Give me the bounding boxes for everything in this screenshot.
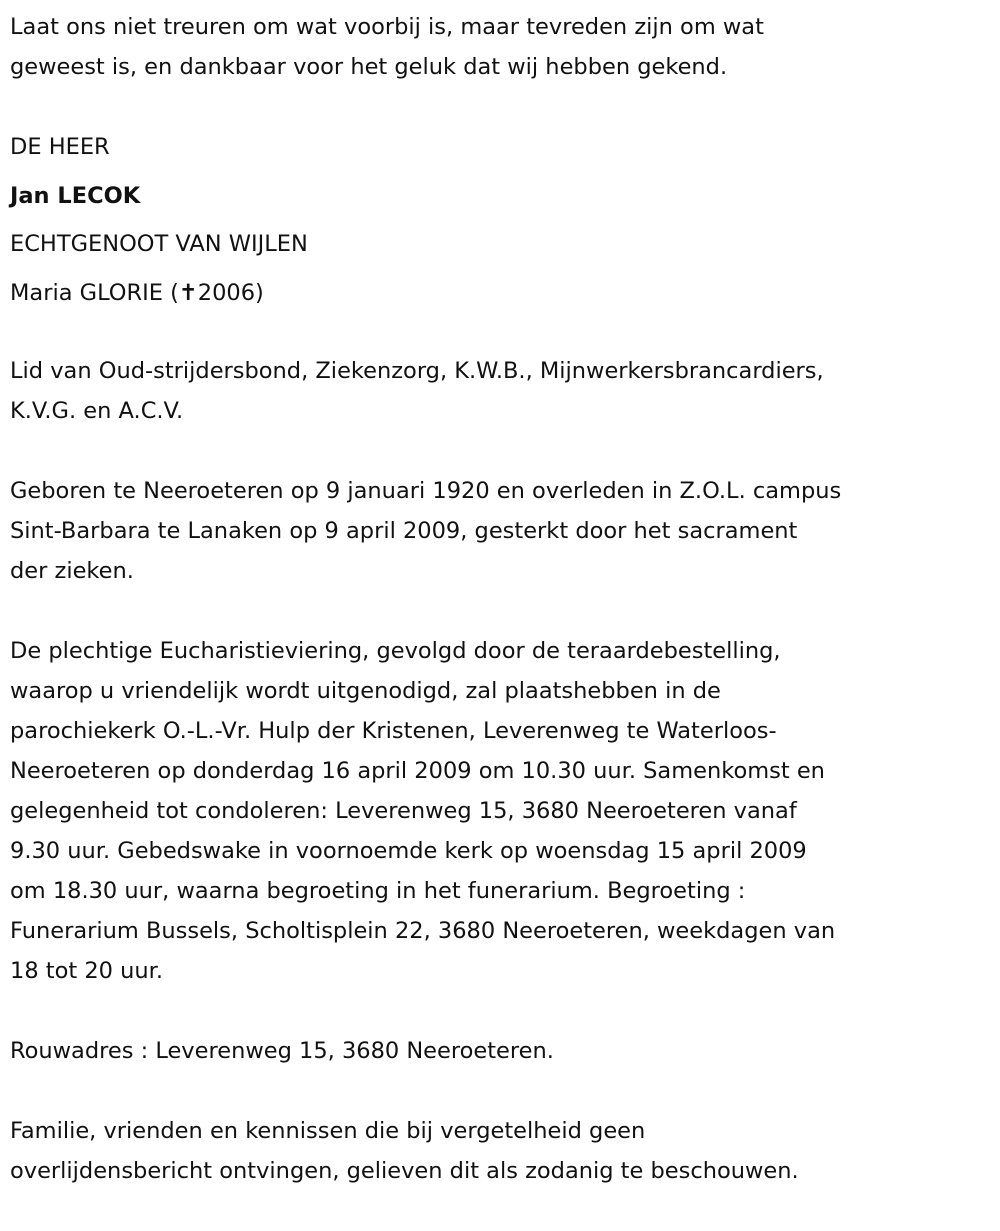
address-paragraph [10, 1031, 1000, 1071]
text-line: K.V.G. en A.C.V. [10, 398, 184, 424]
spouse-name: Maria GLORIE (✝2006) [10, 279, 264, 306]
obituary-document [10, 7, 1000, 1231]
text-line: Funerarium Bussels, Scholtisplein 22, 3680 Neeroeteren, weekdagen van [10, 918, 836, 944]
deceased-name: Jan LECOK [10, 182, 141, 209]
text-line: Laat ons niet treuren om wat voorbij is, maar tevreden zijn om wat [10, 14, 764, 40]
text-line: De plechtige Eucharistieviering, gevolgd door de teraardebestelling, [10, 638, 781, 664]
text-line: Sint-Barbara te Lanaken op 9 april 2009, gesterkt door het sacrament [10, 518, 798, 544]
title: DE HEER [10, 134, 110, 160]
text-line: parochiekerk O.-L.-Vr. Hulp der Kristenen, Leverenweg te Waterloos- [10, 718, 777, 744]
birth-death-paragraph [10, 471, 1000, 591]
text-line: waarop u vriendelijk wordt uitgenodigd, zal plaatshebben in de [10, 678, 721, 704]
relation: ECHTGENOOT VAN WIJLEN [10, 231, 308, 257]
text-line: Familie, vrienden en kennissen die bij vergetelheid geen [10, 1118, 646, 1144]
text-line: overlijdensbericht ontvingen, gelieven dit als zodanig te beschouwen. [10, 1158, 799, 1184]
text-line: Geboren te Neeroeteren op 9 januari 1920 en overleden in Z.O.L. campus [10, 478, 842, 504]
text-line: der zieken. [10, 558, 134, 584]
text-line: om 18.30 uur, waarna begroeting in het funerarium. Begroeting : [10, 878, 746, 904]
text-line: Lid van Oud-strijdersbond, Ziekenzorg, K.W.B., Mijnwerkersbrancardiers, [10, 358, 824, 384]
text-line: geweest is, en dankbaar voor het geluk dat wij hebben gekend. [10, 54, 728, 80]
text-line: Neeroeteren op donderdag 16 april 2009 om 10.30 uur. Samenkomst en [10, 758, 825, 784]
quote-paragraph [10, 7, 1000, 87]
ceremony-paragraph [10, 631, 1000, 991]
text-line: gelegenheid tot condoleren: Leverenweg 15, 3680 Neeroeteren vanaf [10, 798, 797, 824]
text-line: 9.30 uur. Gebedswake in voornoemde kerk op woensdag 15 april 2009 [10, 838, 807, 864]
text-line: Rouwadres : Leverenweg 15, 3680 Neeroeteren. [10, 1038, 554, 1064]
text-line: 18 tot 20 uur. [10, 958, 163, 984]
closing-paragraph [10, 1111, 1000, 1191]
memberships-paragraph [10, 351, 1000, 431]
name-block [10, 127, 1000, 321]
